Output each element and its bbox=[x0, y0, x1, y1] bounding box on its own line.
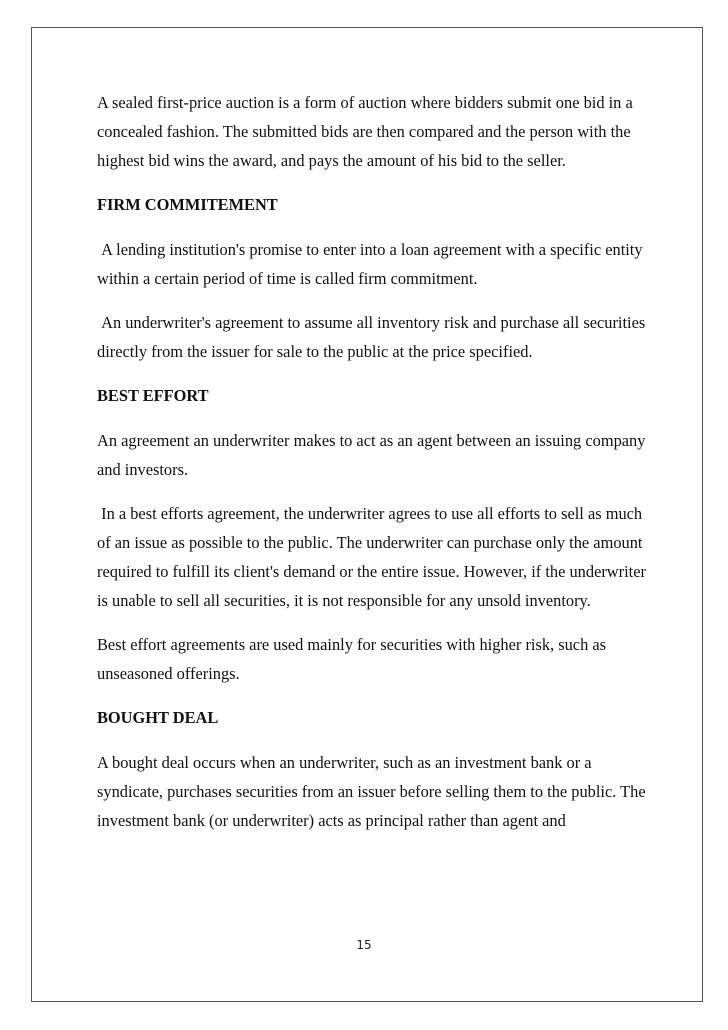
paragraph-sealed-auction: A sealed first-price auction is a form of auction where bidders submit one bid in a concealed fashion. The submitted bids are then compared and the person with the highest bid wins the award, and pays the amount of his bid to the seller. bbox=[97, 93, 637, 170]
paragraph-bought-deal: A bought deal occurs when an underwriter, such as an investment bank or a syndicate, purchases securities from an issuer before selling them to the public. The investment bank (or underwriter) acts as principal rather than agent and bbox=[97, 753, 650, 830]
page-number: 15 bbox=[356, 938, 372, 952]
heading-firm-commitment: FIRM COMMITEMENT bbox=[97, 195, 278, 214]
heading-bought-deal: BOUGHT DEAL bbox=[97, 708, 219, 727]
heading-best-effort: BEST EFFORT bbox=[97, 386, 209, 405]
paragraph-underwriter-agreement: An underwriter's agreement to assume all inventory risk and purchase all securities directly from the issuer for sale to the public at the price specified. bbox=[97, 313, 650, 361]
paragraph-higher-risk: Best effort agreements are used mainly for securities with higher risk, such as unseasoned offerings. bbox=[97, 635, 611, 683]
page-content bbox=[97, 88, 657, 850]
paragraph-agent-agreement: An agreement an underwriter makes to act as an agent between an issuing company and investors. bbox=[97, 431, 650, 479]
paragraph-best-efforts-detail: In a best efforts agreement, the underwriter agrees to use all efforts to sell as much of an issue as possible to the public. The underwriter can purchase only the amount required to fulfill its client's demand or the entire issue. However, if the underwriter is unable to sell all securities, it is not responsible for any unsold inventory. bbox=[97, 504, 651, 610]
paragraph-lending-promise: A lending institution's promise to enter into a loan agreement with a specific entity within a certain period of time is called firm commitment. bbox=[97, 240, 647, 288]
